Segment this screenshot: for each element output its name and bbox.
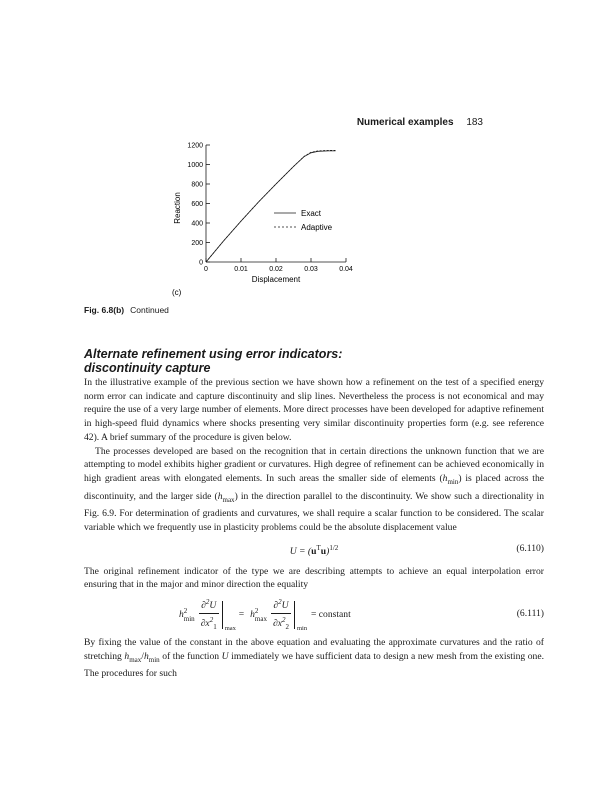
paragraph-1: In the illustrative example of the previous section we have shown how a refinement on the test of a specified energy norm error can indicate and capture discontinuity and slip lines. Nevertheless the process is not economical and may require the use of a very large number of elements. More direct processes have been developed for adaptive refinement in high-speed fluid dynamics where shocks presenting very similar discontinuity properties form (e.g. see reference 42). A brief summary of the procedure is given below.	[84, 377, 544, 443]
y-tick-label: 0	[199, 259, 203, 267]
series-line-exact	[206, 151, 336, 262]
chart-series	[206, 150, 336, 262]
running-header	[0, 117, 483, 128]
equation-6-111-expression: h 2 min $\frac{\partial^2U}{\partial x^2_1}$ max = h 2 max $\frac{\partial^2U}{\partial x^2_2}$ min = constant	[179, 597, 351, 632]
x-tick-label: 0.04	[339, 266, 353, 273]
y-tick-label: 800	[191, 181, 203, 189]
equation-6-110	[84, 535, 544, 565]
page-number: 183	[466, 117, 483, 128]
section-heading	[84, 347, 544, 375]
caption-text: Continued	[130, 305, 169, 315]
legend-adaptive-label: Adaptive	[301, 223, 333, 232]
section-heading-line1: Alternate refinement using error indicators:	[84, 347, 343, 361]
panel-label: (c)	[172, 288, 182, 297]
x-tick-label: 0.03	[304, 266, 318, 273]
y-tick-label: 200	[191, 240, 203, 247]
x-tick-label: 0	[204, 266, 208, 273]
figure-caption	[84, 305, 169, 315]
series-line-adaptive	[206, 150, 336, 262]
x-tick-label: 0.01	[234, 266, 248, 273]
caption-label: Fig. 6.8(b)	[84, 305, 125, 315]
y-tick-label: 400	[191, 220, 203, 228]
paragraph-2: The processes developed are based on the recognition that in certain directions the unknown function that we are attempting to model exhibits higher gradient or curvatures. High degree of refinement can be achieved economically in high gradient areas with elongated elements. In such areas the smaller side of elements $(h_{min})$ is placed across the discontinuity, and the larger side $(h_{max})$ in the direction parallel to the discontinuity. We show such a directionality in Fig. 6.9. For determination of gradients and curvatures, we shall require a scalar function to be considered. The scalar variable which we frequently use in plasticity problems could be the absolute displacement value	[84, 445, 544, 533]
body-text	[84, 376, 544, 681]
y-tick-label: 1000	[187, 162, 203, 169]
equation-6-111-number: (6.111)	[516, 607, 544, 619]
equation-6-110-number: (6.110)	[516, 542, 544, 554]
chart-ticks	[187, 143, 352, 274]
y-tick-label: 1200	[187, 142, 203, 150]
equation-6-110-expression: $U = (u^Tu)^{1/2}$	[289, 543, 339, 557]
reaction-displacement-chart	[150, 128, 380, 300]
x-axis-label: Displacement	[251, 275, 301, 284]
x-tick-label: 0.02	[269, 266, 283, 273]
y-tick-label: 600	[191, 201, 203, 208]
legend-exact-label: Exact	[301, 209, 322, 218]
chart-axes	[206, 145, 346, 262]
equation-6-111	[84, 592, 544, 636]
paragraph-3: The original refinement indicator of the type we are describing attempts to achieve an equal interpolation error ensuring that in the major and minor direction the equality	[84, 565, 544, 591]
legend	[274, 209, 333, 232]
section-heading-line2: discontinuity capture	[84, 361, 211, 375]
header-section-title: Numerical examples	[356, 117, 454, 128]
y-axis-label: Reaction	[173, 192, 182, 224]
paragraph-4: By fixing the value of the constant in the above equation and evaluating the approximate curvatures and the ratio of stretching $h_{max}/h_{min}$ of the function U immediately we have sufficient data to design a new mesh from the existing one. The procedures for such	[84, 636, 545, 680]
